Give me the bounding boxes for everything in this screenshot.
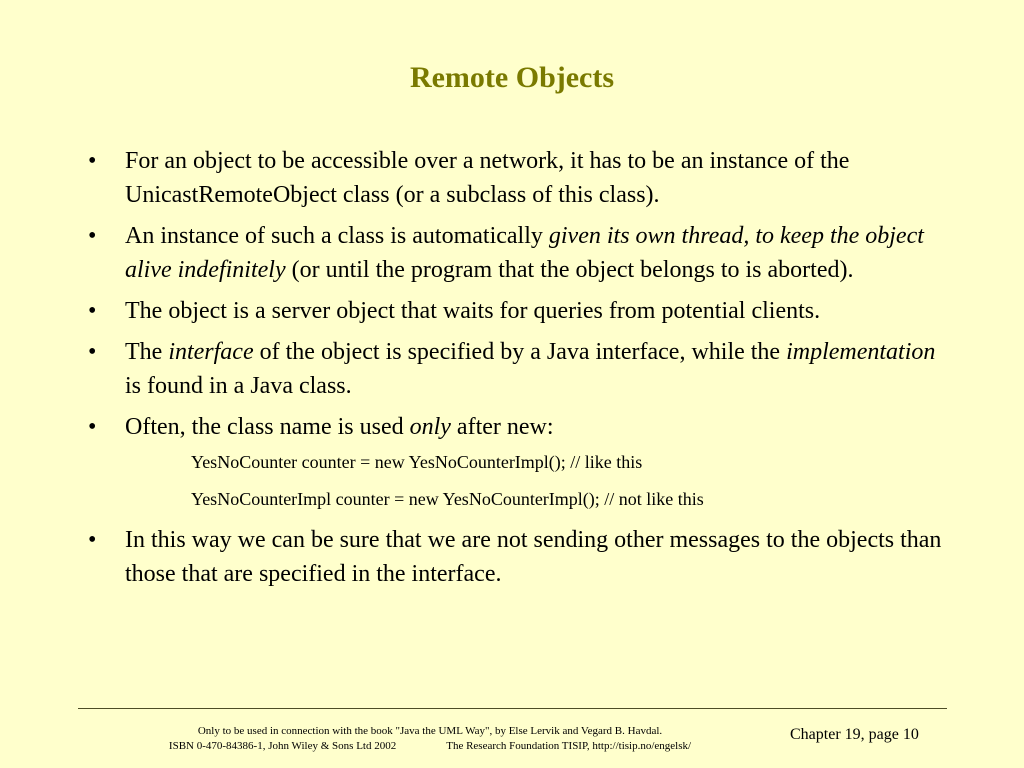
bullet-text: An instance of such a class is automatically xyxy=(125,223,549,249)
bullet-glyph: • xyxy=(88,223,97,249)
footer-line-1: Only to be used in connection with the book "Java the UML Way", by Else Lervik and Vegard B. Havdal. xyxy=(197,725,663,737)
bullet-item xyxy=(82,335,942,403)
bullet-glyph: • xyxy=(88,339,97,365)
code-example-line: YesNoCounterImpl counter = new YesNoCounterImpl(); // not like this xyxy=(191,489,704,509)
footer-copyright xyxy=(120,724,740,754)
bullet-list xyxy=(82,144,942,598)
bullet-text: Often, the class name is used xyxy=(125,414,410,440)
bullet-emphasis: implementation xyxy=(786,339,936,365)
bullet-text: The object is a server object that waits for queries from potential clients. xyxy=(125,298,821,324)
bullet-item xyxy=(82,523,942,591)
footer-publisher: The Research Foundation TISIP, http://tisip.no/engelsk/ xyxy=(446,740,692,752)
footer-line-2 xyxy=(120,739,740,754)
bullet-text: In this way we can be sure that we are not sending other messages to the objects than those that are specified in the interface. xyxy=(125,527,942,587)
bullet-emphasis: given its own thread, to keep the object alive indefinitely xyxy=(125,223,924,283)
bullet-text: The xyxy=(125,339,169,365)
bullet-text: is found in a Java class. xyxy=(125,373,352,399)
bullet-text: (or until the program that the object belongs to is aborted). xyxy=(285,257,854,283)
code-example-line: YesNoCounter counter = new YesNoCounterImpl(); // like this xyxy=(191,452,643,472)
bullet-glyph: • xyxy=(88,527,97,553)
bullet-glyph: • xyxy=(88,148,97,174)
bullet-text: For an object to be accessible over a network, it has to be an instance of the UnicastRemoteObject class (or a subclass of this class). xyxy=(125,148,850,208)
bullet-text: after new: xyxy=(450,414,554,440)
footer-isbn: ISBN 0-470-84386-1, John Wiley & Sons Ltd 2002 xyxy=(168,740,397,752)
bullet-item xyxy=(82,219,942,287)
slide-title: Remote Objects xyxy=(409,61,615,94)
footer-divider xyxy=(78,708,947,709)
page-number: Chapter 19, page 10 xyxy=(790,726,919,743)
bullet-glyph: • xyxy=(88,298,97,324)
bullet-emphasis: only xyxy=(409,414,451,440)
bullet-text: of the object is specified by a Java interface, while the xyxy=(253,339,787,365)
bullet-item xyxy=(82,144,942,212)
bullet-emphasis: interface xyxy=(168,339,254,365)
bullet-item xyxy=(82,294,942,328)
bullet-item xyxy=(82,410,942,444)
bullet-glyph: • xyxy=(88,414,97,440)
